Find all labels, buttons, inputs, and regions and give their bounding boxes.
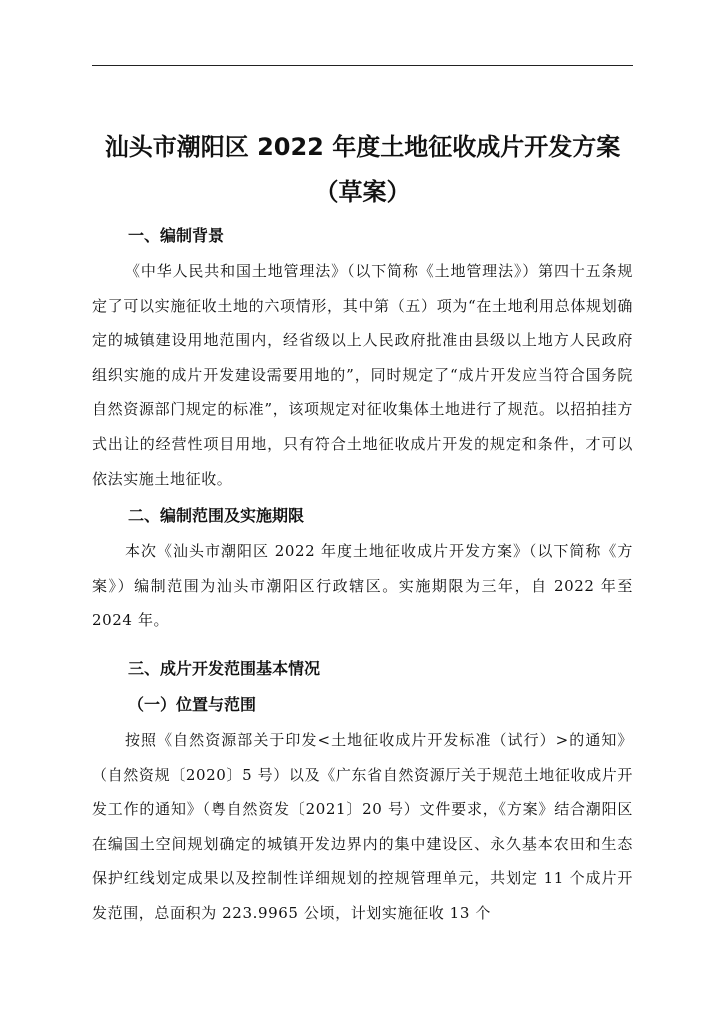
- paragraph-background: 《中华人民共和国土地管理法》（以下简称《土地管理法》）第四十五条规定了可以实施征收土地的六项情形，其中第（五）项为“在土地利用总体规划确定的城镇建设用地范围内，经省级以上人民政府批准由县级以上地方人民政府组织实施的成片开发建设需要用地的”，同时规定了“成片开发应当符合国务院自然资源部门规定的标准”，该项规定对征收集体土地进行了规范。以招拍挂方式出让的经营性项目用地，只有符合土地征收成片开发的规定和条件，才可以依法实施土地征收。: [92, 262, 633, 488]
- paragraph-location: 按照《自然资源部关于印发<土地征收成片开发标准（试行）>的通知》（自然资规〔2020〕5 号）以及《广东省自然资源厅关于规范土地征收成片开发工作的通知》（粤自然资发〔2021〕20 号）文件要求，《方案》结合潮阳区在编国土空间规划确定的城镇开发边界内的集中建设区、永久基本农田和生态保护红线划定成果以及控制性详细规划的控规管理单元，共划定 11 个成片开发范围，总面积为 223.9965 公顷，计划实施征收 13 个: [92, 731, 633, 922]
- subsection-heading-location: （一）位置与范围: [128, 695, 257, 714]
- paragraph-scope: 本次《汕头市潮阳区 2022 年度土地征收成片开发方案》（以下简称《方案》）编制范围为汕头市潮阳区行政辖区。实施期限为三年，自 2022 年至 2024 年。: [92, 542, 633, 630]
- section-heading-overview: 三、成片开发范围基本情况: [128, 659, 321, 678]
- document-subtitle: （草案）: [314, 178, 411, 206]
- section-heading-scope: 二、编制范围及实施期限: [128, 506, 305, 525]
- header-rule: [92, 65, 633, 66]
- section-heading-background: 一、编制背景: [128, 226, 225, 245]
- document-title: 汕头市潮阳区 2022 年度土地征收成片开发方案: [104, 133, 621, 161]
